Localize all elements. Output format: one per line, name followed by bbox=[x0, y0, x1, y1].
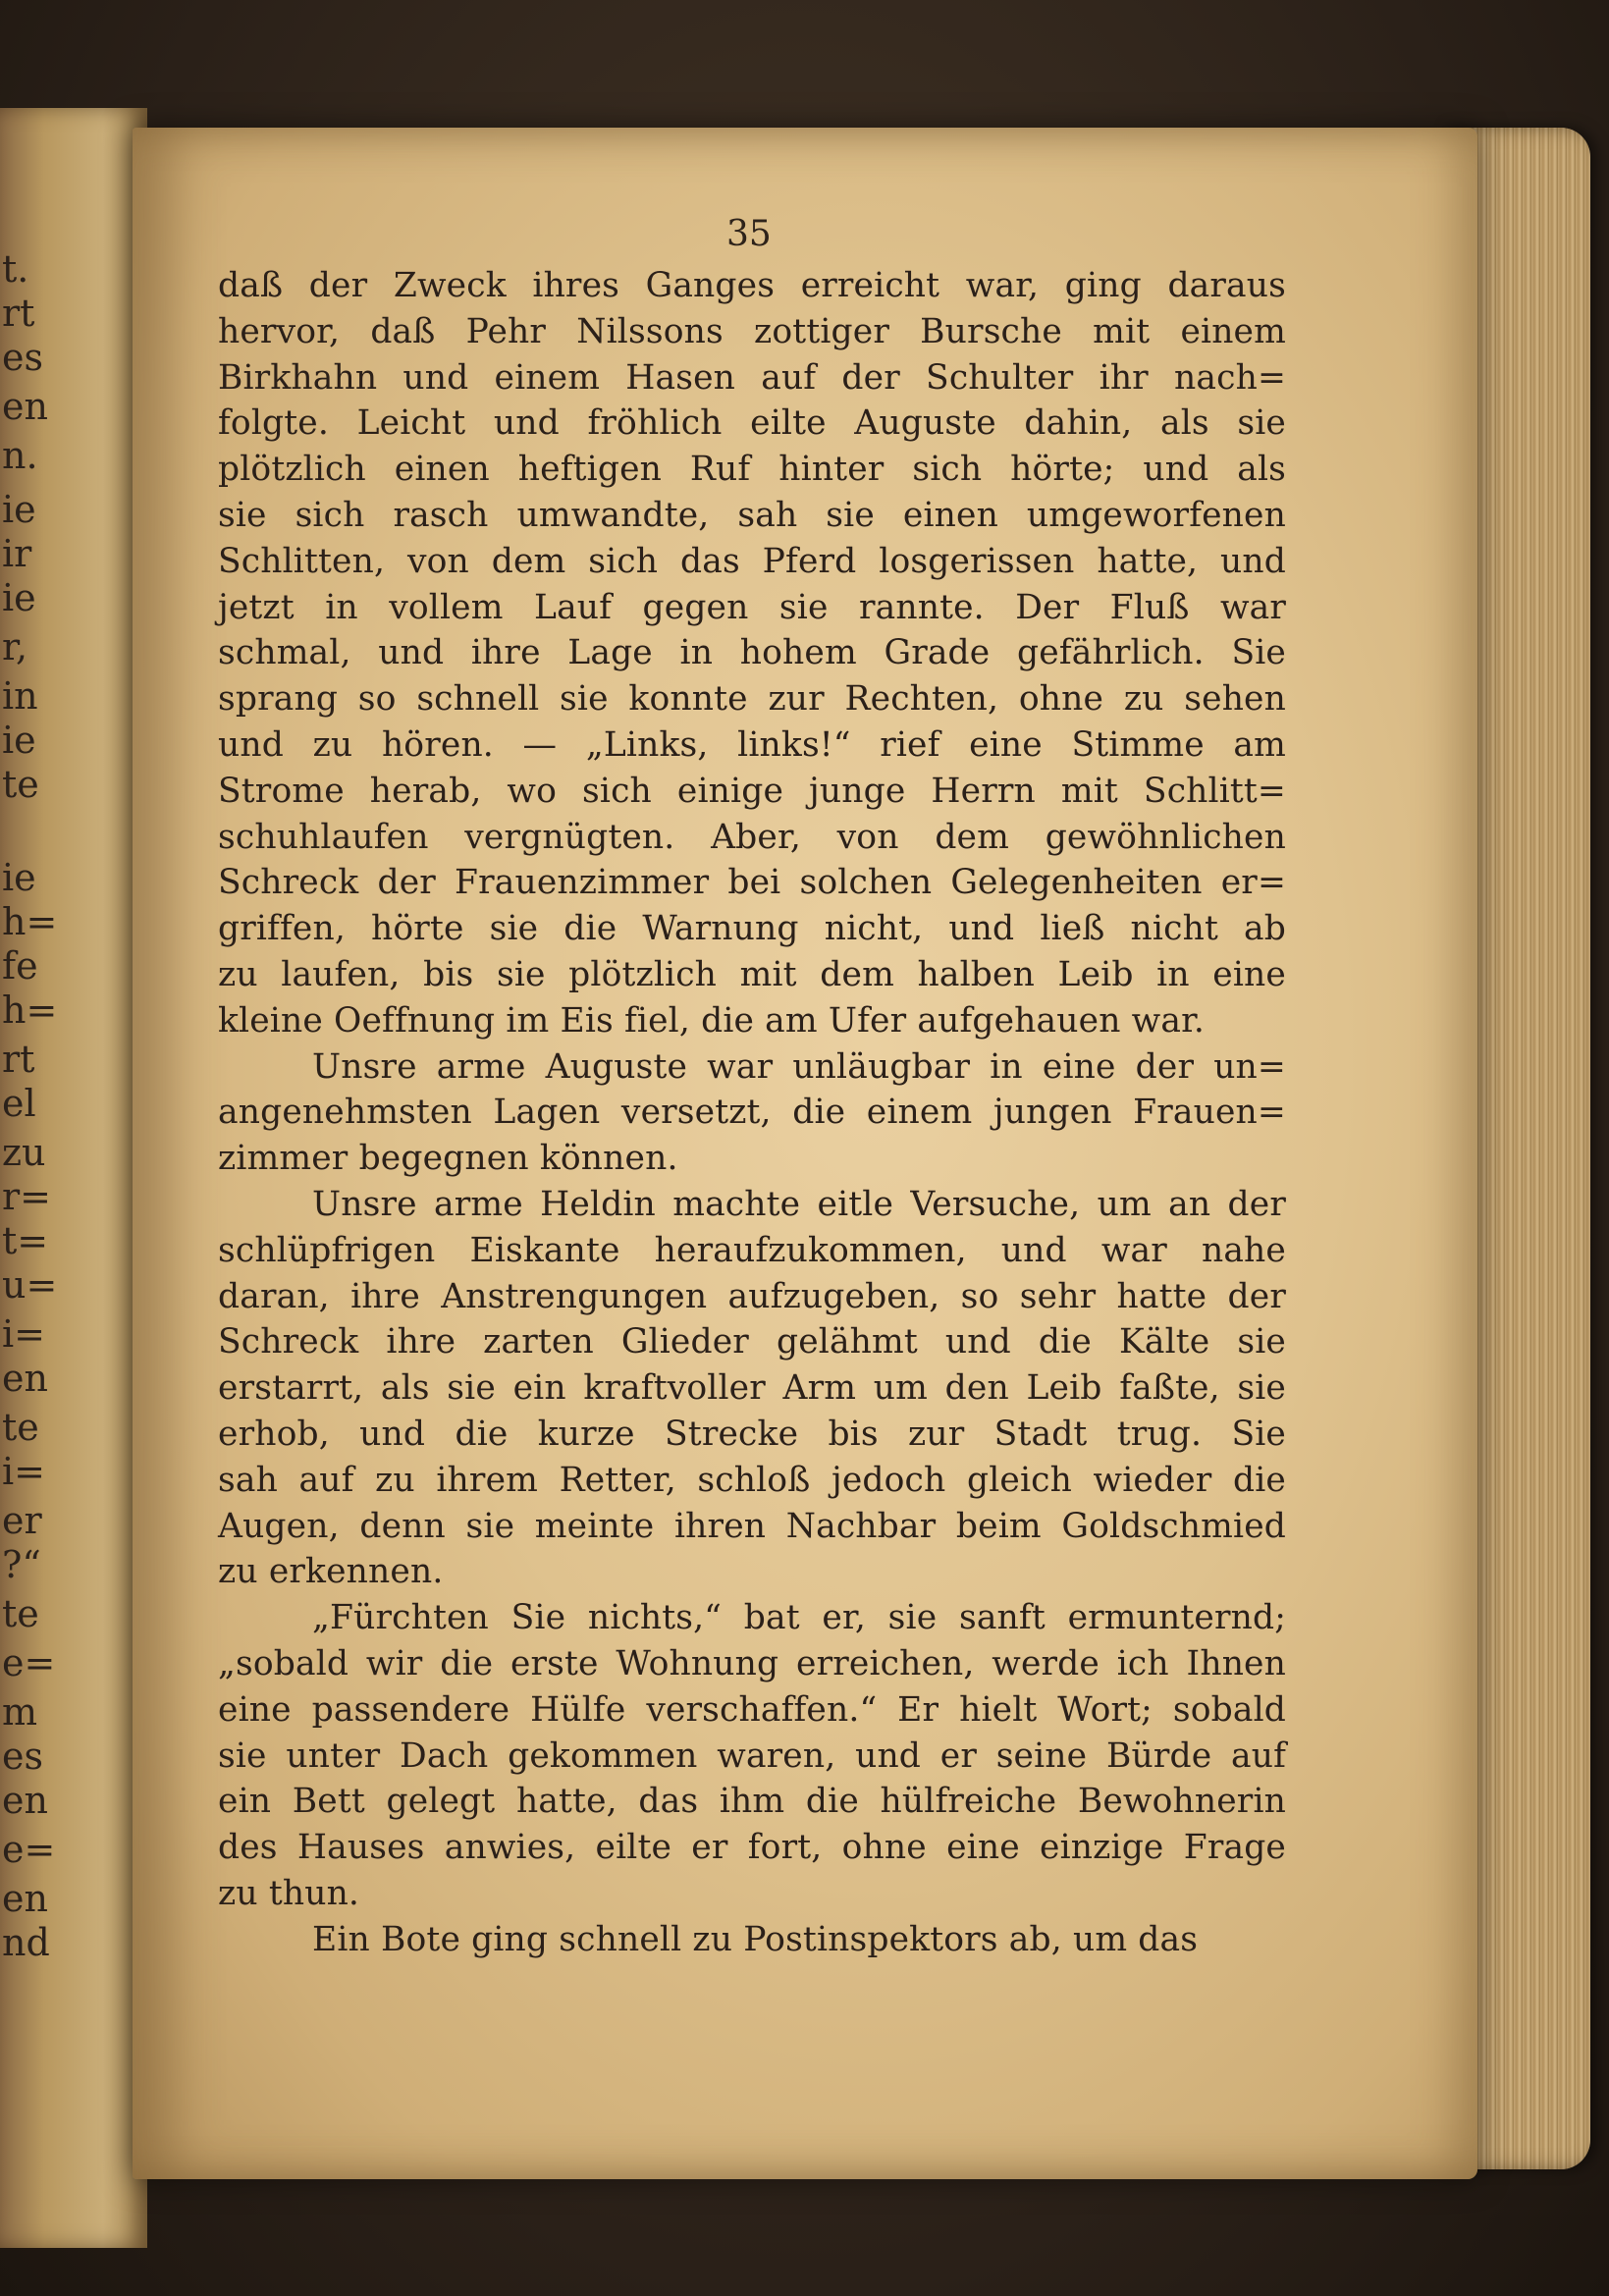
text-line: „Fürchten Sie nichts,“ bat er, sie sanft ermunternd; bbox=[312, 1598, 1286, 1638]
text-line: Augen, denn sie meinte ihren Nachbar beim Goldschmied bbox=[218, 1506, 1286, 1546]
text-line: schuhlaufen vergnügten. Aber, von dem gewöhnlichen bbox=[218, 817, 1286, 857]
left-page-fragment: te bbox=[2, 1592, 39, 1635]
text-line: sie unter Dach gekommen waren, und er seine Bürde auf bbox=[218, 1735, 1286, 1776]
text-line: zimmer begegnen können. bbox=[218, 1139, 678, 1179]
text-line: zu erkennen. bbox=[218, 1552, 444, 1592]
text-line: Schreck ihre zarten Glieder gelähmt und die Kälte sie bbox=[218, 1322, 1286, 1362]
left-page-fragment: fe bbox=[2, 944, 38, 988]
left-page-fragment: ie bbox=[2, 488, 36, 531]
left-page-fragment: u= bbox=[2, 1263, 58, 1307]
left-page-fragment: en bbox=[2, 385, 48, 428]
left-page-fragment: e= bbox=[2, 1641, 56, 1684]
text-line: Strome herab, wo sich einige junge Herrn mit Schlitt= bbox=[218, 771, 1286, 811]
left-page-fragment: i= bbox=[2, 1450, 45, 1493]
text-line: schmal, und ihre Lage in hohem Grade gefährlich. Sie bbox=[218, 633, 1286, 673]
text-line: Schlitten, von dem sich das Pferd losgerissen hatte, und bbox=[218, 541, 1286, 581]
text-line: ein Bett gelegt hatte, das ihm die hülfreiche Bewohnerin bbox=[218, 1782, 1286, 1822]
left-facing-page bbox=[0, 108, 147, 2248]
text-line: kleine Oeffnung im Eis fiel, die am Ufer aufgehauen war. bbox=[218, 1000, 1206, 1041]
left-page-fragment: r, bbox=[2, 625, 28, 668]
text-line: Unsre arme Auguste war unläugbar in eine der un= bbox=[312, 1046, 1286, 1087]
left-page-fragment: zu bbox=[2, 1131, 46, 1174]
page-number: 35 bbox=[726, 214, 772, 254]
text-line: sprang so schnell sie konnte zur Rechten, ohne zu sehen bbox=[218, 679, 1286, 720]
left-page-fragment: rt bbox=[2, 1038, 35, 1081]
left-page-fragment: t= bbox=[2, 1219, 49, 1262]
left-page-fragment: nd bbox=[2, 1921, 50, 1964]
text-line: folgte. Leicht und fröhlich eilte Auguste dahin, als sie bbox=[218, 403, 1286, 444]
left-page-fragment: te bbox=[2, 763, 39, 806]
text-line: erhob, und die kurze Strecke bis zur Stadt trug. Sie bbox=[218, 1414, 1286, 1454]
left-page-fragment: h= bbox=[2, 900, 58, 943]
left-page-fragment: rt bbox=[2, 292, 35, 335]
text-line: Birkhahn und einem Hasen auf der Schulter ihr nach= bbox=[218, 357, 1286, 398]
text-line: daß der Zweck ihres Ganges erreicht war, ging daraus bbox=[218, 266, 1286, 305]
text-line: zu thun. bbox=[218, 1873, 360, 1913]
left-page-fragment: r= bbox=[2, 1175, 52, 1218]
text-line: und zu hören. — „Links, links!“ rief eine Stimme am bbox=[218, 724, 1286, 765]
left-page-fragment: i= bbox=[2, 1312, 45, 1356]
left-page-fragment: e= bbox=[2, 1828, 56, 1871]
text-line: zu laufen, bis sie plötzlich mit dem halben Leib in eine bbox=[218, 954, 1286, 994]
text-line: sah auf zu ihrem Retter, schloß jedoch gleich wieder die bbox=[218, 1460, 1286, 1500]
text-line: eine passendere Hülfe verschaffen.“ Er hielt Wort; sobald bbox=[218, 1689, 1286, 1730]
text-line: Schreck der Frauenzimmer bei solchen Gelegenheiten er= bbox=[218, 863, 1286, 903]
left-page-fragment: en bbox=[2, 1779, 48, 1822]
text-line: hervor, daß Pehr Nilssons zottiger Bursche mit einem bbox=[218, 311, 1286, 351]
left-page-fragment: te bbox=[2, 1406, 39, 1449]
text-line: „sobald wir die erste Wohnung erreichen, werde ich Ihnen bbox=[218, 1643, 1286, 1683]
left-page-fragment: ?“ bbox=[2, 1543, 41, 1586]
text-line: jetzt in vollem Lauf gegen sie rannte. Der Fluß war bbox=[218, 587, 1286, 627]
text-line: Ein Bote ging schnell zu Postinspektors ab, um das bbox=[312, 1919, 1199, 1959]
left-page-fragment: en bbox=[2, 1357, 48, 1400]
left-page-fragment: h= bbox=[2, 988, 58, 1032]
left-page-fragment: el bbox=[2, 1082, 36, 1125]
left-page-fragment: n. bbox=[2, 434, 38, 477]
text-line: sie sich rasch umwandte, sah sie einen umgeworfenen bbox=[218, 495, 1286, 535]
text-line: schlüpfrigen Eiskante heraufzukommen, und war nahe bbox=[218, 1230, 1286, 1270]
left-page-fragment: t. bbox=[2, 247, 29, 291]
text-line: angenehmsten Lagen versetzt, die einem jungen Frauen= bbox=[218, 1093, 1286, 1133]
body-text bbox=[218, 263, 1286, 1962]
left-page-fragment: es bbox=[2, 336, 43, 379]
text-line: griffen, hörte sie die Warnung nicht, und ließ nicht ab bbox=[218, 909, 1286, 949]
left-page-fragment: ie bbox=[2, 576, 36, 619]
left-page-fragment: ie bbox=[2, 719, 36, 762]
left-page-fragment: es bbox=[2, 1735, 43, 1778]
left-page-fragment: ir bbox=[2, 532, 32, 575]
left-page-fragment: ie bbox=[2, 856, 36, 899]
left-page-fragment: en bbox=[2, 1877, 48, 1920]
text-line: des Hauses anwies, eilte er fort, ohne eine einzige Frage bbox=[218, 1828, 1286, 1868]
text-line: plötzlich einen heftigen Ruf hinter sich hörte; und als bbox=[218, 450, 1286, 490]
text-line: daran, ihre Anstrengungen aufzugeben, so sehr hatte der bbox=[218, 1276, 1286, 1316]
left-page-fragment: in bbox=[2, 674, 38, 718]
left-page-fragment: er bbox=[2, 1499, 42, 1542]
text-line: Unsre arme Heldin machte eitle Versuche, um an der bbox=[312, 1184, 1286, 1224]
left-page-fragment: m bbox=[2, 1690, 38, 1734]
text-line: erstarrt, als sie ein kraftvoller Arm um den Leib faßte, sie bbox=[218, 1368, 1286, 1409]
